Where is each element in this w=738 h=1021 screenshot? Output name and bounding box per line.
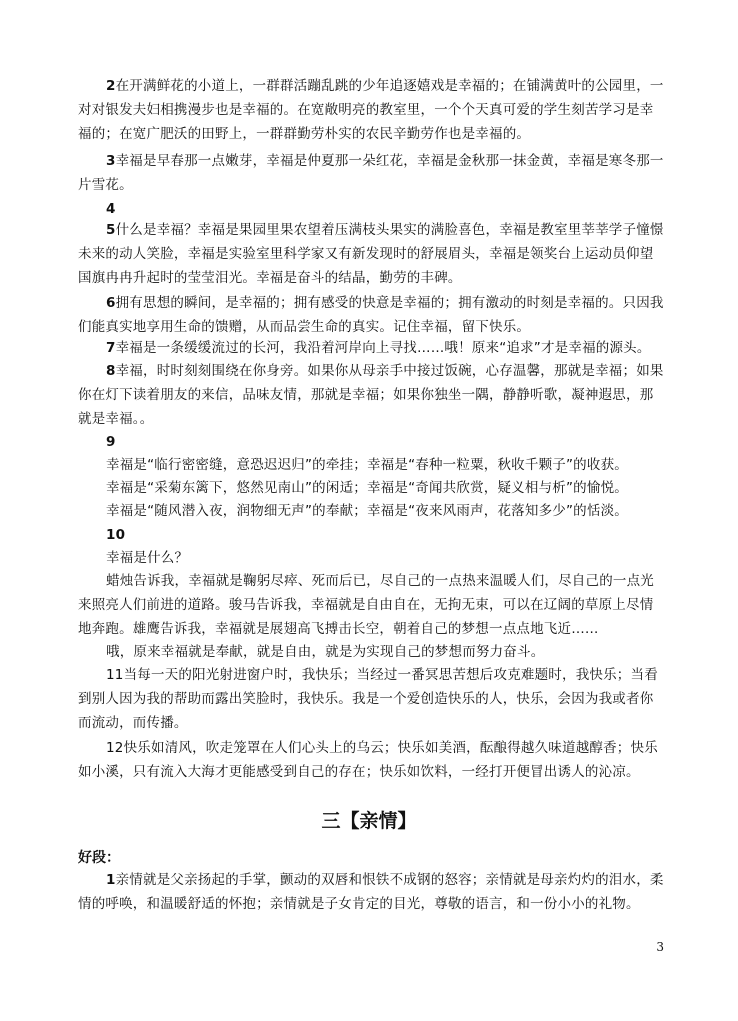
paragraph-10-body: [78, 569, 664, 641]
paragraph-number: 6: [106, 295, 116, 311]
paragraph-text: 幸福是“采菊东篱下，悠然见南山”的闲适；幸福是“奇闻共欣赏，疑义相与析”的愉悦。: [106, 480, 628, 496]
paragraph-number: 1: [106, 872, 116, 888]
paragraph-number: 8: [106, 363, 116, 379]
paragraph-text: 幸福是“随风潜入夜，润物细无声”的奉献；幸福是“夜来风雨声，花落知多少”的恬淡。: [106, 503, 628, 519]
paragraph-8: [78, 359, 664, 431]
paragraph-text: 当每一天的阳光射进窗户时，我快乐；当经过一番冥思苦想后攻克难题时，我快乐；当看到别人因为我的帮助而露出笑脸时，我快乐。我是一个爱创造快乐的人，快乐，会因为我或者你而流动，而传播。: [78, 667, 658, 731]
paragraph-9-line-2: [106, 476, 666, 500]
paragraph-6: [78, 291, 664, 339]
paragraph-text: 快乐如清风，吹走笼罩在人们心头上的乌云；快乐如美酒，酝酿得越久味道越醇香；快乐如小溪，只有流入大海才更能感受到自己的存在；快乐如饮料，一经打开便冒出诱人的沁凉。: [78, 740, 658, 780]
paragraph-5: [78, 218, 664, 290]
paragraph-3: [78, 149, 664, 197]
paragraph-7: [78, 336, 664, 360]
paragraph-text: 幸福是一条缓缓流过的长河，我沿着河岸向上寻找……哦！原来“追求”才是幸福的源头。: [115, 340, 651, 356]
paragraph-number: 3: [106, 153, 116, 169]
paragraph-text: 幸福是“临行密密缝，意恐迟迟归”的牵挂；幸福是“春种一粒粟，秋收千颗子”的收获。: [106, 457, 628, 473]
section-heading: 三【亲情】: [321, 810, 417, 832]
paragraph-11: [78, 663, 664, 735]
paragraph-number: 2: [106, 78, 116, 94]
page-number: 3: [656, 940, 664, 954]
paragraph-number: 7: [106, 340, 116, 356]
paragraph-9: [78, 430, 664, 454]
paragraph-10: [78, 523, 664, 547]
paragraph-9-line-3: [106, 499, 666, 523]
paragraph-2: [78, 74, 664, 146]
paragraph-number: 5: [106, 222, 116, 238]
paragraph-10-conclusion: [78, 640, 664, 664]
paragraph-text: 在开满鲜花的小道上，一群群活蹦乱跳的少年追逐嬉戏是幸福的；在铺满黄叶的公园里，一对对银发夫妇相携漫步也是幸福的。在宽敞明亮的教室里，一个个天真可爱的学生刻苦学习是幸福的；在宽广肥沃的田野上，一群群勤劳朴实的农民辛勤劳作也是幸福的。: [78, 78, 664, 142]
paragraph-number: 12: [106, 740, 124, 756]
paragraph-text: 蜡烛告诉我，幸福就是鞠躬尽瘁、死而后已，尽自己的一点热来温暖人们，尽自己的一点光来照亮人们前进的道路。骏马告诉我，幸福就是自由自在，无拘无束，可以在辽阔的草原上尽情地奔跑。雄鹰告诉我，幸福就是展翅高飞搏击长空，朝着自己的梦想一点点地飞近……: [78, 573, 654, 637]
paragraph-text: 幸福是什么？: [106, 550, 189, 566]
paragraph-number: 11: [106, 667, 124, 683]
paragraph-number: 9: [106, 434, 116, 450]
paragraph-text: 什么是幸福？幸福是果园里果农望着压满枝头果实的满脸喜色，幸福是教室里莘莘学子憧憬未来的动人笑脸，幸福是实验室里科学家又有新发现时的舒展眉头，幸福是领奖台上运动员仰望国旗冉冉升起时的莹莹泪光。幸福是奋斗的结晶，勤劳的丰碑。: [78, 222, 664, 286]
paragraph-text: 哦，原来幸福就是奉献，就是自由，就是为实现自己的梦想而努力奋斗。: [106, 644, 545, 660]
paragraph-text: 幸福，时时刻刻围绕在你身旁。如果你从母亲手中接过饭碗，心存温馨，那就是幸福；如果你在灯下读着朋友的来信，品味友情，那就是幸福；如果你独坐一隅，静静听歌，凝神遐思，那就是幸福。。: [78, 363, 664, 427]
subheading: 好段：: [78, 850, 120, 866]
paragraph-12: [78, 736, 664, 784]
family-paragraph-1: [78, 868, 664, 916]
paragraph-9-line-1: [106, 453, 666, 477]
paragraph-text: 亲情就是父亲扬起的手掌，颤动的双唇和恨铁不成钢的怒容；亲情就是母亲灼灼的泪水，柔情的呼唤，和温暖舒适的怀抱；亲情就是子女肯定的目光，尊敬的语言，和一份小小的礼物。: [78, 872, 664, 912]
paragraph-number: 10: [106, 527, 126, 543]
paragraph-text: 幸福是早春那一点嫩芽，幸福是仲夏那一朵红花，幸福是金秋那一抹金黄，幸福是寒冬那一片雪花。: [78, 153, 664, 193]
paragraph-number: 4: [106, 201, 116, 217]
paragraph-text: 拥有思想的瞬间，是幸福的；拥有感受的快意是幸福的；拥有激动的时刻是幸福的。只因我们能真实地享用生命的馈赠，从而品尝生命的真实。记住幸福，留下快乐。: [78, 295, 664, 335]
paragraph-10-question: [106, 546, 666, 570]
